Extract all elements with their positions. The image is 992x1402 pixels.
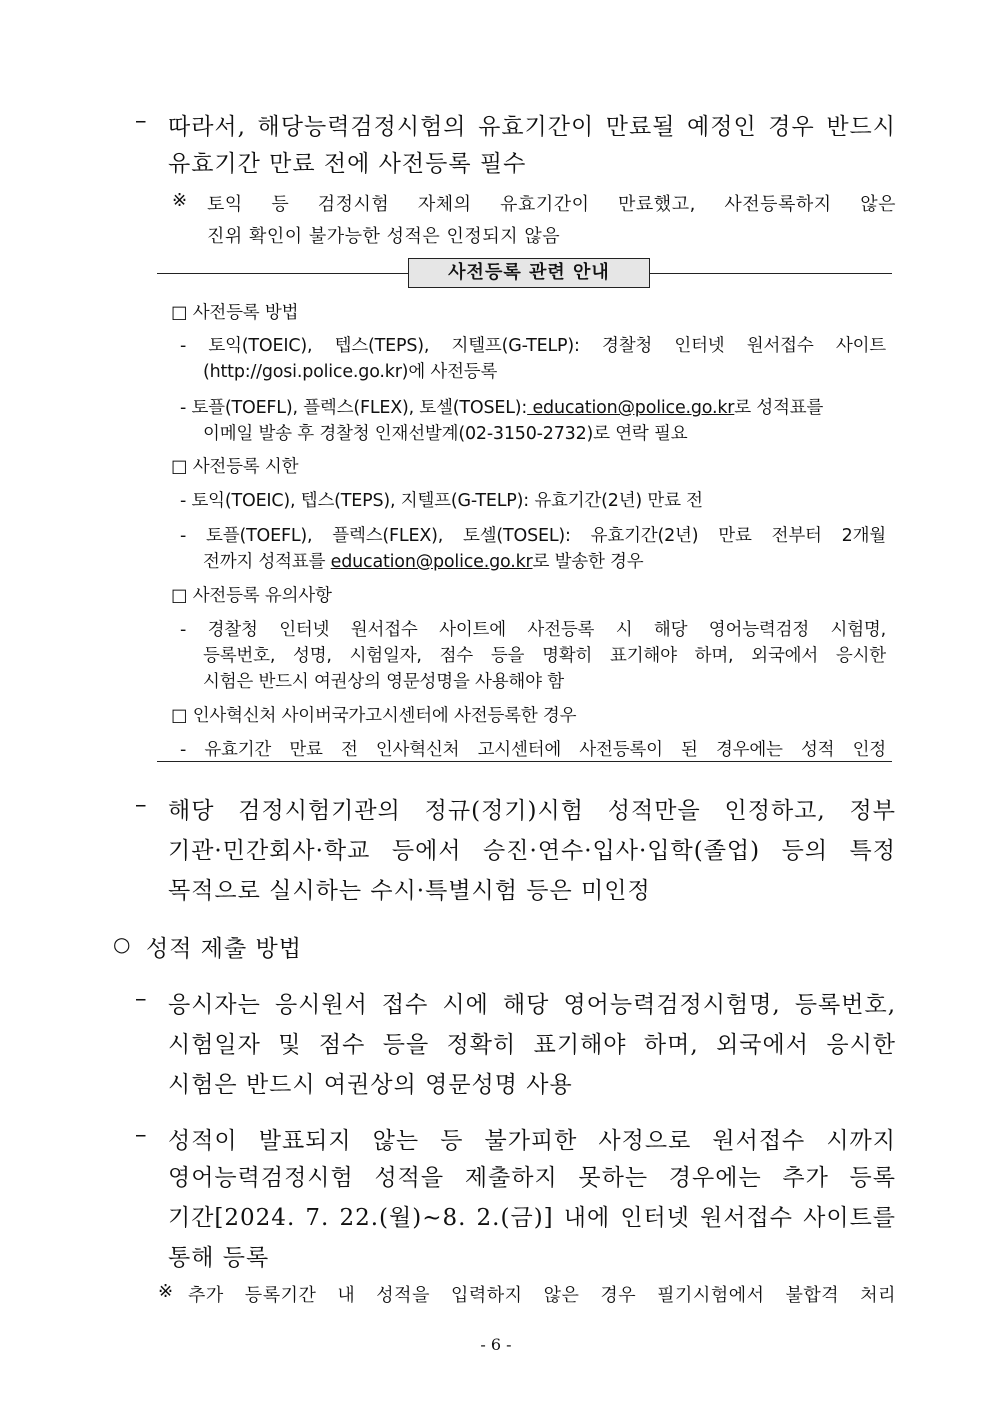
deadline-item1-line1: - 토익(TOEIC), 텝스(TEPS), 지텔프(G-TELP): 유효기간(2년) 만료 전 [180,491,703,511]
box-heading-deadline: □ 사전등록 시한 [171,457,299,477]
dash-marker: – [135,108,147,134]
note-mark: ※ [172,190,188,211]
para3-line3: 시험은 반드시 여권상의 영문성명 사용 [168,1072,573,1098]
note-mark: ※ [158,1281,174,1302]
method-item1-line1: - 토익(TOEIC), 텝스(TEPS), 지텔프(G-TELP): 경찰청 인터넷 원서접수 사이트 [180,336,886,356]
para2-line2: 기관·민간회사·학교 등에서 승진·연수·입사·입학(졸업) 등의 특정 [168,838,896,864]
para4-line3: 기간[2024. 7. 22.(월)∼8. 2.(금)] 내에 인터넷 원서접수 사이트를 [168,1205,896,1231]
top-note-line2: 진위 확인이 불가능한 성적은 인정되지 않음 [207,226,561,247]
page-number: - 6 - [480,1335,512,1354]
section-title: 성적 제출 방법 [146,936,302,962]
notes-item1-line1: - 경찰청 인터넷 원서접수 사이트에 사전등록 시 해당 영어능력검정 시험명, [180,620,886,640]
box-top-rule-right [650,273,892,274]
para4-line4: 통해 등록 [168,1245,270,1271]
section-bullet: ○ [113,932,131,956]
cyber-item1-line1: - 유효기간 만료 전 인사혁신처 고시센터에 사전등록이 된 경우에는 성적 인정 [180,740,886,760]
deadline-item2-text: 전까지 성적표를 [203,552,331,572]
method-item1-line2: (http://gosi.police.go.kr)에 사전등록 [203,362,498,382]
box-heading-cyber-center: □ 인사혁신처 사이버국가고시센터에 사전등록한 경우 [171,706,577,726]
para2-line1: 해당 검정시험기관의 정규(정기)시험 성적만을 인정하고, 정부 [168,798,896,824]
box-title: 사전등록 관련 안내 [408,258,650,288]
notes-item1-line3: 시험은 반드시 여권상의 영문성명을 사용해야 함 [203,672,564,692]
para2-line3: 목적으로 실시하는 수시·특별시험 등은 미인정 [168,878,651,904]
method-item2-line1 [180,394,886,419]
para3-line2: 시험일자 및 점수 등을 정확히 표기해야 하며, 외국에서 응시한 [168,1032,896,1058]
dash-marker: – [135,792,147,818]
deadline-item2-line1: - 토플(TOEFL), 플렉스(FLEX), 토셀(TOSEL): 유효기간(2년) 만료 전부터 2개월 [180,526,886,546]
box-heading-method: □ 사전등록 방법 [171,303,299,323]
deadline-item2-line2 [203,548,643,573]
para4-line1: 성적이 발표되지 않는 등 불가피한 사정으로 원서접수 시까지 [168,1128,896,1154]
box-top-rule-left [157,273,408,274]
deadline-item2-text-post: 로 발송한 경우 [532,552,644,572]
box-bottom-rule [157,761,892,762]
box-heading-notes: □ 사전등록 유의사항 [171,586,332,606]
method-item2-line2: 이메일 발송 후 경찰청 인재선발계(02-3150-2732)로 연락 필요 [203,424,688,444]
dash-marker: – [135,1122,147,1148]
method-item2-text-post: 로 성적표를 [734,398,824,418]
top-note-line1: 토익 등 검정시험 자체의 유효기간이 만료했고, 사전등록하지 않은 [207,194,896,215]
top-para-line1: 따라서, 해당능력검정시험의 유효기간이 만료될 예정인 경우 반드시 [168,114,896,140]
email-link[interactable]: education@police.go.kr [330,552,533,572]
para4-line2: 영어능력검정시험 성적을 제출하지 못하는 경우에는 추가 등록 [168,1165,896,1191]
top-para-line2: 유효기간 만료 전에 사전등록 필수 [168,151,527,177]
dash-marker: – [135,986,147,1012]
notes-item1-line2: 등록번호, 성명, 시험일자, 점수 등을 명확히 표기해야 하며, 외국에서 응시한 [203,646,886,666]
para3-line1: 응시자는 응시원서 접수 시에 해당 영어능력검정시험명, 등록번호, [168,992,896,1018]
method-item2-text: - 토플(TOEFL), 플렉스(FLEX), 토셀(TOSEL): [180,398,528,418]
final-note-text: 추가 등록기간 내 성적을 입력하지 않은 경우 필기시험에서 불합격 처리 [188,1285,896,1306]
email-link[interactable]: education@police.go.kr [527,398,735,418]
